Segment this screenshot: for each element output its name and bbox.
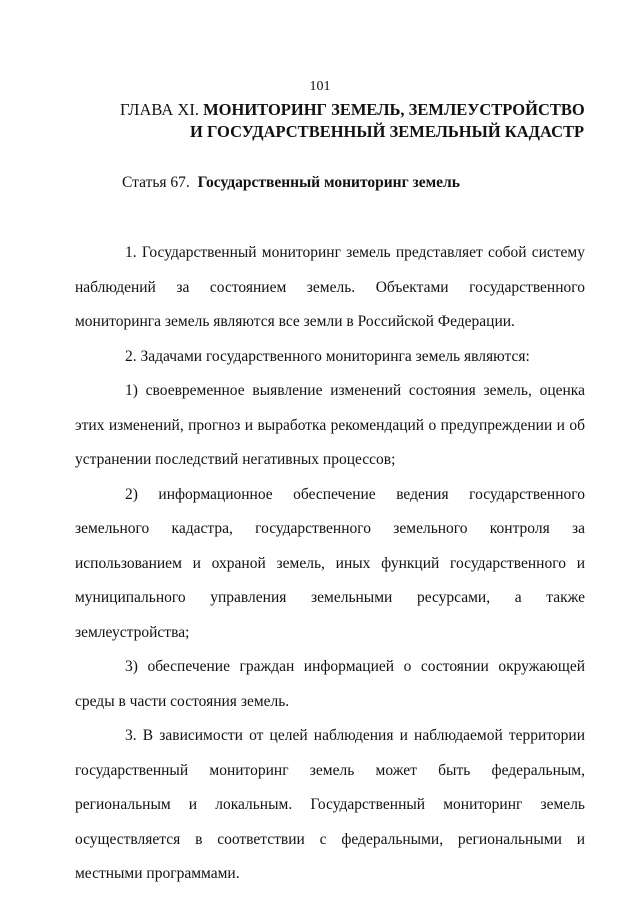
article-heading — [122, 173, 460, 193]
chapter-heading — [120, 99, 585, 143]
chapter-prefix: ГЛАВА XI. — [120, 100, 204, 119]
article-label: Статья 67. — [122, 174, 190, 191]
paragraph-2-item-3: 3) обеспечение граждан информацией о состоянии окружающей среды в части состояния земель. — [75, 658, 585, 710]
paragraph-3: 3. В зависимости от целей наблюдения и наблюдаемой территории государственный мониторинг земель может быть федеральным, региональным и локальным. Государственный мониторинг земель осуществляется в соответствии с федеральными, региональными и местными программами. — [75, 727, 585, 882]
paragraph-2: 2. Задачами государственного мониторинга земель являются: — [125, 347, 530, 365]
chapter-title-line1: МОНИТОРИНГ ЗЕМЕЛЬ, ЗЕМЛЕУСТРОЙСТВО — [203, 100, 585, 119]
paragraph-2-item-1: 1) своевременное выявление изменений состояния земель, оценка этих изменений, прогноз и выработка рекомендаций о предупреждении и об устранении последствий негативных процессов; — [75, 382, 585, 468]
article-body — [75, 236, 585, 892]
page-number: 101 — [309, 79, 331, 94]
paragraph-2-item-2: 2) информационное обеспечение ведения государственного земельного кадастра, государственного земельного контроля за использованием и охраной земель, иных функций государственного и муниципального управления земельными ресурсами, а также землеустройства; — [75, 485, 585, 641]
article-title: Государственный мониторинг земель — [197, 174, 460, 191]
paragraph-1: 1. Государственный мониторинг земель представляет собой систему наблюдений за состоянием земель. Объектами государственного мониторинга земель являются все земли в Российской Федерации. — [75, 244, 585, 330]
chapter-heading-line1 — [120, 99, 585, 121]
chapter-title-line2: И ГОСУДАРСТВЕННЫЙ ЗЕМЕЛЬНЫЙ КАДАСТР — [190, 122, 585, 141]
